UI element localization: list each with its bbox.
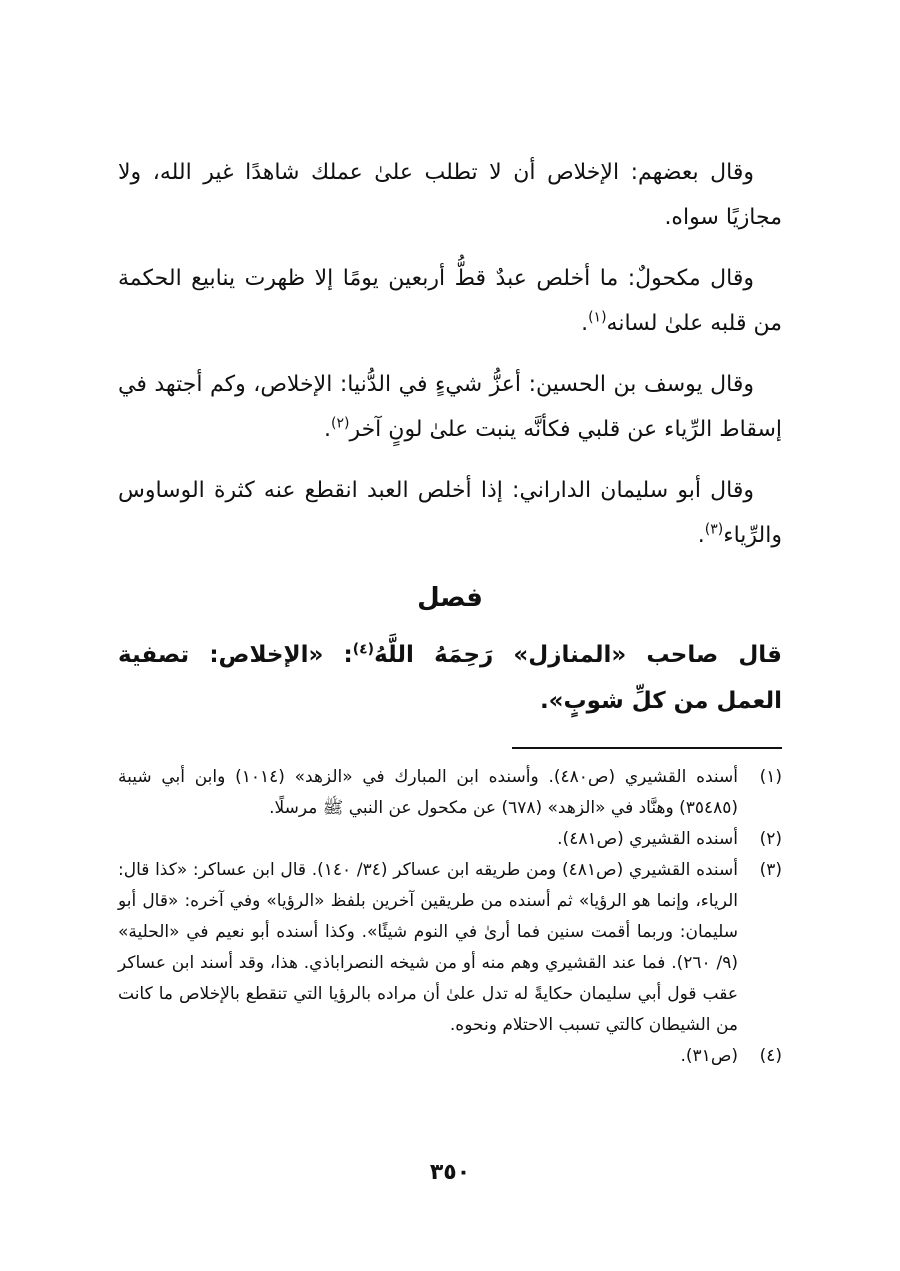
quote-text: : «الإخلاص: تصفية العمل من كلِّ شوبٍ». bbox=[118, 642, 782, 714]
footnote-ref[interactable]: (١) bbox=[588, 309, 607, 326]
footnote-ref[interactable]: (٢) bbox=[330, 415, 350, 432]
paragraph-3 bbox=[118, 362, 782, 452]
footnote-ref[interactable]: (٤) bbox=[352, 641, 375, 658]
footnote-1 bbox=[118, 762, 782, 824]
footnote-text: أسنده القشيري (ص٤٨١). bbox=[557, 829, 738, 849]
paragraph-1 bbox=[118, 150, 782, 240]
main-text bbox=[118, 150, 782, 724]
paragraph-end: . bbox=[323, 417, 331, 442]
footnote-2 bbox=[118, 824, 782, 855]
quote-paragraph bbox=[118, 632, 782, 724]
page-number: ٣٥٠ bbox=[429, 1160, 471, 1185]
footnote-number: (٤) bbox=[759, 1046, 782, 1066]
paragraph-end: . bbox=[697, 523, 705, 548]
footnote-text: أسنده القشيري (ص٤٨١) ومن طريقه ابن عساكر (٣٤/ ١٤٠). قال ابن عساكر: «كذا قال: الرياء، وإنما هو الرؤيا» ثم أسنده من طريقين آخرين بلفظ «الرؤيا» وفي آخره: «قال أبو سليمان: وربما أقمت سنين فما أرىٰ في النوم شيئًا». وكذا أسنده أبو نعيم في «الحلية» (٩/ ٢٦٠). فما عند القشيري وهم منه أو من شيخه النصراباذي. هذا، وقد أسند ابن عساكر عقب قول أبي سليمان حكايةً له تدل علىٰ أن مراده بالرؤيا التي تنقطع بالإخلاص ما كانت من الشيطان كالتي تسبب الاحتلام ونحوه. bbox=[118, 860, 739, 1035]
paragraph-text: وقال مكحولٌ: ما أخلص عبدٌ قطُّ أربعين يومًا إلا ظهرت ينابيع الحكمة من قلبه علىٰ لسانه bbox=[118, 266, 782, 336]
footnote-text: أسنده القشيري (ص٤٨٠). وأسنده ابن المبارك في «الزهد» (١٠١٤) وابن أبي شيبة (٣٥٤٨٥) وهنَّاد في «الزهد» (٦٧٨) عن مكحول عن النبي ﷺ مرسلًا. bbox=[118, 767, 739, 818]
paragraph-end: . bbox=[581, 311, 589, 336]
paragraph-text: وقال أبو سليمان الداراني: إذا أخلص العبد انقطع عنه كثرة الوساوس والرِّياء bbox=[118, 478, 782, 548]
footnote-3 bbox=[118, 855, 782, 1041]
quote-prefix: قال صاحب «المنازل» رَحِمَهُ اللَّهُ bbox=[374, 642, 782, 668]
section-heading: فصل bbox=[417, 583, 483, 613]
footnote-number: (٢) bbox=[759, 829, 782, 849]
footnote-text: (ص٣١). bbox=[680, 1046, 738, 1066]
footnote-ref[interactable]: (٣) bbox=[704, 521, 724, 538]
paragraph-4 bbox=[118, 468, 782, 558]
paragraph-2 bbox=[118, 256, 782, 346]
paragraph-text: وقال بعضهم: الإخلاص أن لا تطلب علىٰ عملك شاهدًا غير الله، ولا مجازيًا سواه. bbox=[118, 160, 782, 230]
footnote-number: (١) bbox=[759, 767, 782, 787]
footnote-4 bbox=[118, 1041, 782, 1072]
footnote-number: (٣) bbox=[759, 860, 782, 880]
footnote-separator bbox=[512, 747, 782, 749]
paragraph-text: وقال يوسف بن الحسين: أعزُّ شيءٍ في الدُّنيا: الإخلاص، وكم أجتهد في إسقاط الرِّياء عن قلبي فكأنَّه ينبت علىٰ لونٍ آخر bbox=[118, 372, 782, 442]
footnotes bbox=[118, 762, 782, 1072]
